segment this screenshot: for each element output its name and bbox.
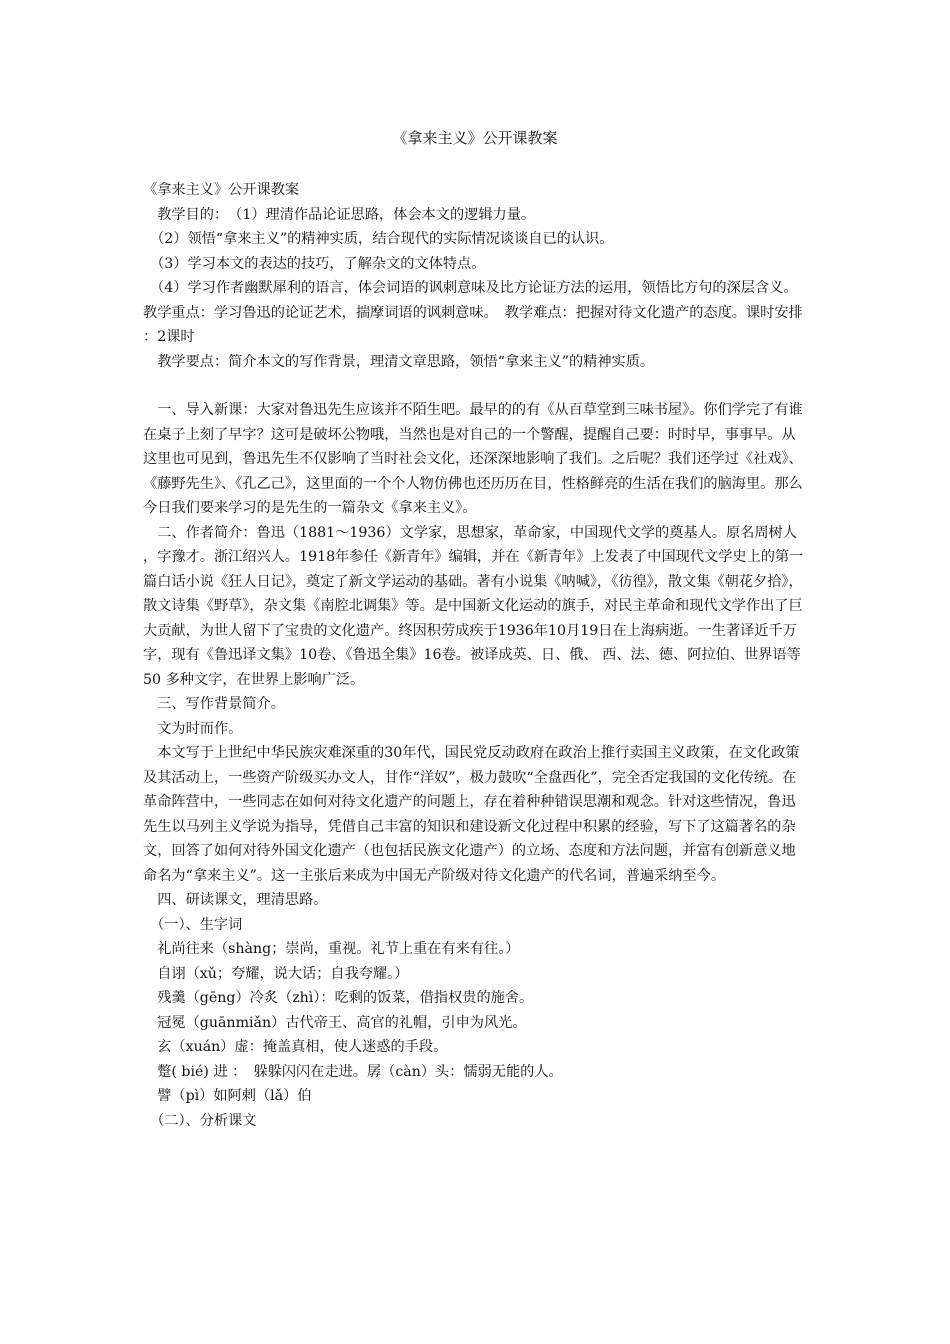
document-title: 《拿来主义》公开课教案 (392, 129, 558, 147)
paragraph-author-bio: 二、作者简介：鲁迅（1881～1936）文学家，思想家，革命家，中国现代文学的奠基人。原名周树人，字豫才。浙江绍兴人。1918年参任《新青年》编辑，并在《新青年》上发表了中国现代文学史上的第一篇白话小说《狂人日记》，奠定了新文学运动的基础。著有小说集《呐喊》，《彷徨》，散文集《朝花夕拾》，散文诗集《野草》，杂文集《南腔北调集》等。是中国新文化运动的旗手，对民主革命和现代文学作出了巨大贡献，为世人留下了宝贵的文化遗产。终因积劳成疾于1936年10月19日在上海病逝。一生著译近千万字，现有《鲁迅译文集》10卷、《鲁迅全集》16卷。被译成英、日、俄、 西、法、德、阿拉伯、世界语等50 多种文字，在世界上影响广泛。 (143, 524, 804, 688)
vocab-item: 礼尚往来（shàng；崇尚，重视。礼节上重在有来有往。） (143, 941, 520, 957)
vocab-item: 玄（xuán）虚：掩盖真相，使人迷惑的手段。 (143, 1039, 448, 1055)
paragraph-background: 本文写于上世纪中华民族灾难深重的30年代，国民党反动政府在政治上推行卖国主义政策，在文化政策及其活动上，一些资产阶级买办文人，甘作“洋奴”，极力鼓吹“全盘西化”，完全否定我国的文化传统。在革命阵营中，一些同志在如何对待文化遗产的问题上，存在着种种错误思潮和观念。针对这些情况，鲁迅先生以马列主义学说为指导，凭借自己丰富的知识和建设新文化过程中积累的经验，写下了这篇著名的杂文，回答了如何对待外国文化遗产（也包括民族文化遗产）的立场、态度和方法问题，并富有创新意义地命名为“拿来主义”。这一主张后来成为中国无产阶级对待文化遗产的代名词，普遍采纳至今。 (143, 745, 800, 884)
paragraph-introduction: 一、导入新课：大家对鲁迅先生应该并不陌生吧。最早的的有《从百草堂到三味书屋》。你们学完了有谁在桌子上刻了早字？这可是破坏公物哦，当然也是对自己的一个警醒，提醒自己要：时时早，事事早。从这里也可见到，鲁迅先生不仅影响了当时社会文化，还深深地影响了我们。之后呢？我们还学过《社戏》、《藤野先生》、《孔乙己》，这里面的一个个人物仿佛也还历历在目，性格鲜亮的生活在我们的脑海里。那么今日我们要来学习的是先生的一篇杂文《拿来主义》。 (143, 402, 803, 516)
paragraph-objective-2: （2）领悟“拿来主义”的精神实质，结合现代的实际情况谈谈自已的认识。 (143, 231, 614, 247)
paragraph-key-points: 教学要点：简介本文的写作背景，理清文章思路，领悟“拿来主义”的精神实质。 (143, 353, 655, 370)
paragraph-objective-4: （4）学习作者幽默犀利的语言，体会词语的讽刺意味及比方论证方法的运用，领悟比方句的深层含义。 教学重点：学习鲁迅的论证艺术，揣摩词语的讽刺意味。 教学难点：把握对待文化遗产的态度。课时安排：2课时 (143, 280, 805, 345)
paragraph-spacer (143, 374, 807, 398)
paragraph-background-lead: 文为时而作。 (143, 720, 243, 737)
paragraph-vocab-heading: （一）、生字词 (143, 916, 243, 933)
paragraph-objective-3: （3）学习本文的表达的技巧，了解杂文的文体特点。 (143, 255, 486, 272)
paragraph-objective-1: 教学目的： （1）理清作品论证思路，体会本文的逻辑力量。 (143, 206, 536, 223)
vocab-item: 残羹（gēng）冷炙（zhì）：吃剩的饭菜，借指权贵的施舍。 (143, 990, 534, 1006)
paragraph-background-heading: 三、写作背景简介。 (143, 696, 285, 712)
vocab-item: 冠冕（guānmiǎn）古代帝王、高官的礼帽，引申为风光。 (143, 1014, 527, 1031)
paragraph-heading: 《拿来主义》公开课教案 (143, 182, 300, 198)
paragraph-reading-heading: 四、研读课文，理清思路。 (143, 892, 328, 908)
paragraph-analysis-heading: （二）、分析课文 (143, 1112, 257, 1129)
vocab-item: 譬（pì）如阿剌（lǎ）伯 (143, 1088, 312, 1104)
document-body (143, 178, 807, 1133)
vocab-item: 自诩（xǔ；夸耀，说大话；自我夸耀。） (143, 965, 409, 982)
vocab-item: 蹩( bié) 进 ： 躲躲闪闪在走进。孱（càn）头：懦弱无能的人。 (143, 1063, 563, 1080)
